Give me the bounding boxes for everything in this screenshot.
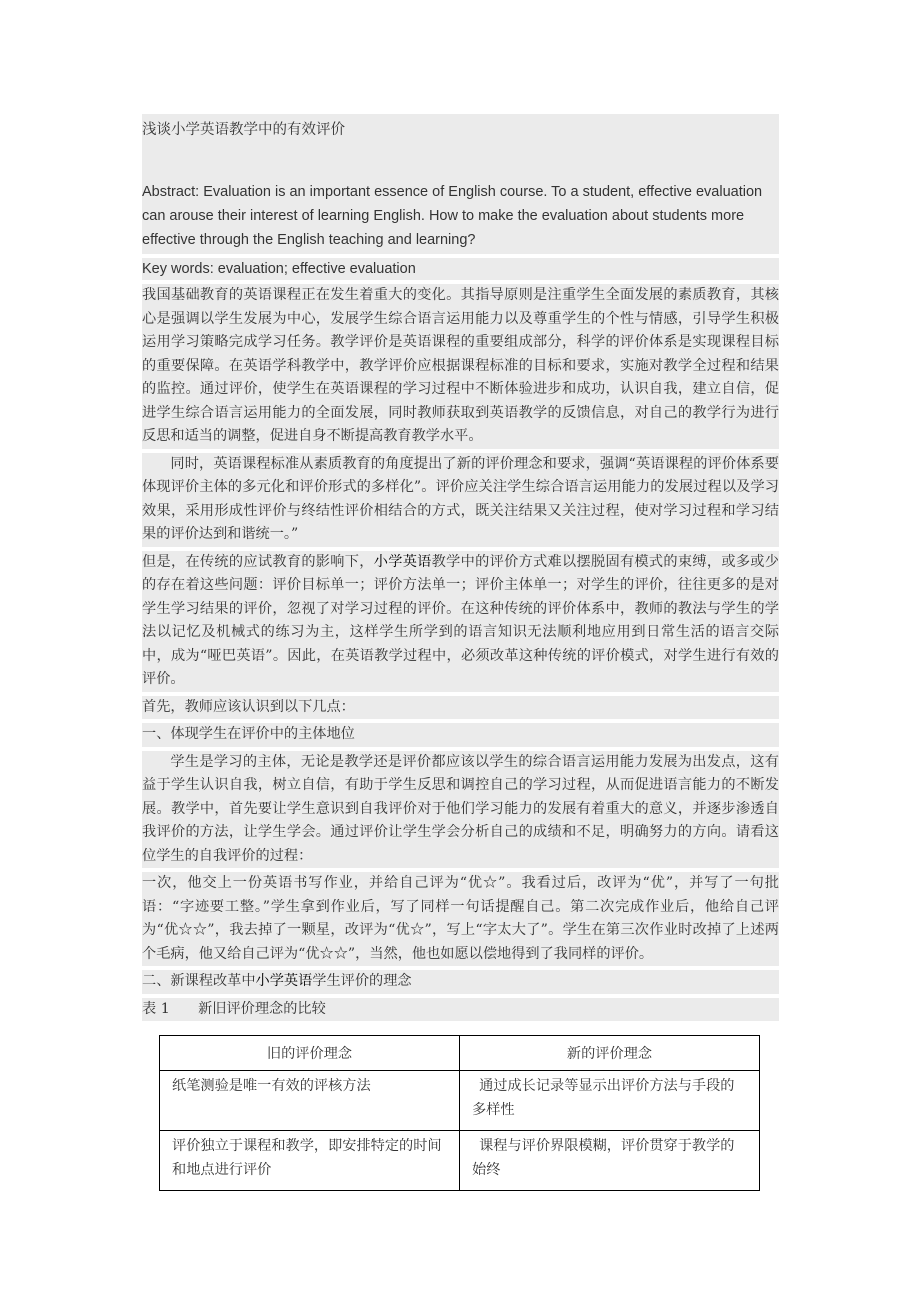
table-cell: 课程与评价界限模糊，评价贯穿于教学的始终 <box>460 1131 760 1191</box>
heading-2-end: 学生评价的理念 <box>312 973 412 989</box>
table-header-row <box>160 1036 760 1071</box>
table-caption: 表 1 新旧评价理念的比较 <box>142 998 779 1022</box>
paragraph-3-end: 教学中的评价方式难以摆脱固有模式的束缚，或多或少的存在着这些问题：评价目标单一；评价方法单一；评价主体单一；对学生的评价，往往更多的是对学生学习结果的评价，忽视了对学习过程的评价。在这种传统的评价体系中，教师的教法与学生的学法以记忆及机械式的练习为主，这样学生所学到的语言知识无法顺利地应用到日常生活的语言交际中，成为“哑巴英语”。因此，在英语教学过程中，必须改革这种传统的评价模式，对学生进行有效的评价。 <box>142 553 779 687</box>
paragraph-6: 一次，他交上一份英语书写作业，并给自己评为“优☆”。我看过后，改评为“优”，并写了一句批语：“字迹要工整。”学生拿到作业后，写了同样一句话提醒自己。第二次完成作业后，他给自己评为“优☆☆”，我去掉了一颗星，改评为“优☆”，写上“字太大了”。学生在第三次作业时改掉了上述两个毛病，他又给自己评为“优☆☆”，当然，他也如愿以偿地得到了我同样的评价。 <box>142 872 779 966</box>
paragraph-3-start: 但是，在传统的应试教育的影响下， <box>142 553 374 570</box>
table-row <box>160 1071 760 1131</box>
comparison-table <box>159 1035 760 1191</box>
heading-2 <box>142 970 779 994</box>
table-header-new: 新的评价理念 <box>460 1036 760 1071</box>
document-body <box>142 114 779 1021</box>
abstract: Abstract: Evaluation is an important essence of English course. To a student, effective evaluation can arouse their interest of learning English. How to make the evaluation about students more effective through the English teaching and learning? <box>142 178 779 254</box>
table-header-old: 旧的评价理念 <box>160 1036 460 1071</box>
keywords: Key words: evaluation; effective evaluation <box>142 258 779 280</box>
document-title: 浅谈小学英语教学中的有效评价 <box>142 114 779 146</box>
title-spacer <box>142 146 779 178</box>
table-cell: 评价独立于课程和教学，即安排特定的时间和地点进行评价 <box>160 1131 460 1191</box>
table-cell: 纸笔测验是唯一有效的评核方法 <box>160 1071 460 1131</box>
paragraph-5: 学生是学习的主体，无论是教学还是评价都应该以学生的综合语言运用能力发展为出发点，这有益于学生认识自我，树立自信，有助于学生反思和调控自己的学习过程，从而促进语言能力的不断发展。教学中，首先要让学生意识到自我评价对于他们学习能力的发展有着重大的意义，并逐步渗透自我评价的方法，让学生学会。通过评价让学生学会分析自己的成绩和不足，明确努力的方向。请看这位学生的自我评价的过程： <box>142 751 779 869</box>
heading-1: 一、体现学生在评价中的主体地位 <box>142 723 779 747</box>
keyword-link[interactable]: 小学英语 <box>373 553 432 570</box>
comparison-table-wrapper <box>159 1035 760 1191</box>
paragraph-4: 首先，教师应该认识到以下几点： <box>142 696 779 720</box>
keyword-link[interactable]: 小学英语 <box>255 973 313 989</box>
paragraph-1: 我国基础教育的英语课程正在发生着重大的变化。其指导原则是注重学生全面发展的素质教育，其核心是强调以学生发展为中心，发展学生综合语言运用能力以及尊重学生的个性与情感，引导学生积极运用学习策略完成学习任务。教学评价是英语课程的重要组成部分，科学的评价体系是实现课程目标的重要保障。在英语学科教学中，教学评价应根据课程标准的目标和要求，实施对教学全过程和结果的监控。通过评价，使学生在英语课程的学习过程中不断体验进步和成功，认识自我，建立自信，促进学生综合语言运用能力的全面发展，同时教师获取到英语教学的反馈信息，对自己的教学行为进行反思和适当的调整，促进自身不断提高教育教学水平。 <box>142 284 779 449</box>
paragraph-2: 同时，英语课程标准从素质教育的角度提出了新的评价理念和要求，强调“英语课程的评价体系要体现评价主体的多元化和评价形式的多样化”。评价应关注学生综合语言运用能力的发展过程以及学习效果，采用形成性评价与终结性评价相结合的方式，既关注结果又关注过程，使对学习过程和学习结果的评价达到和谐统一。” <box>142 453 779 547</box>
table-row <box>160 1131 760 1191</box>
heading-2-start: 二、新课程改革中 <box>142 973 256 989</box>
paragraph-3 <box>142 551 779 692</box>
table-cell: 通过成长记录等显示出评价方法与手段的多样性 <box>460 1071 760 1131</box>
